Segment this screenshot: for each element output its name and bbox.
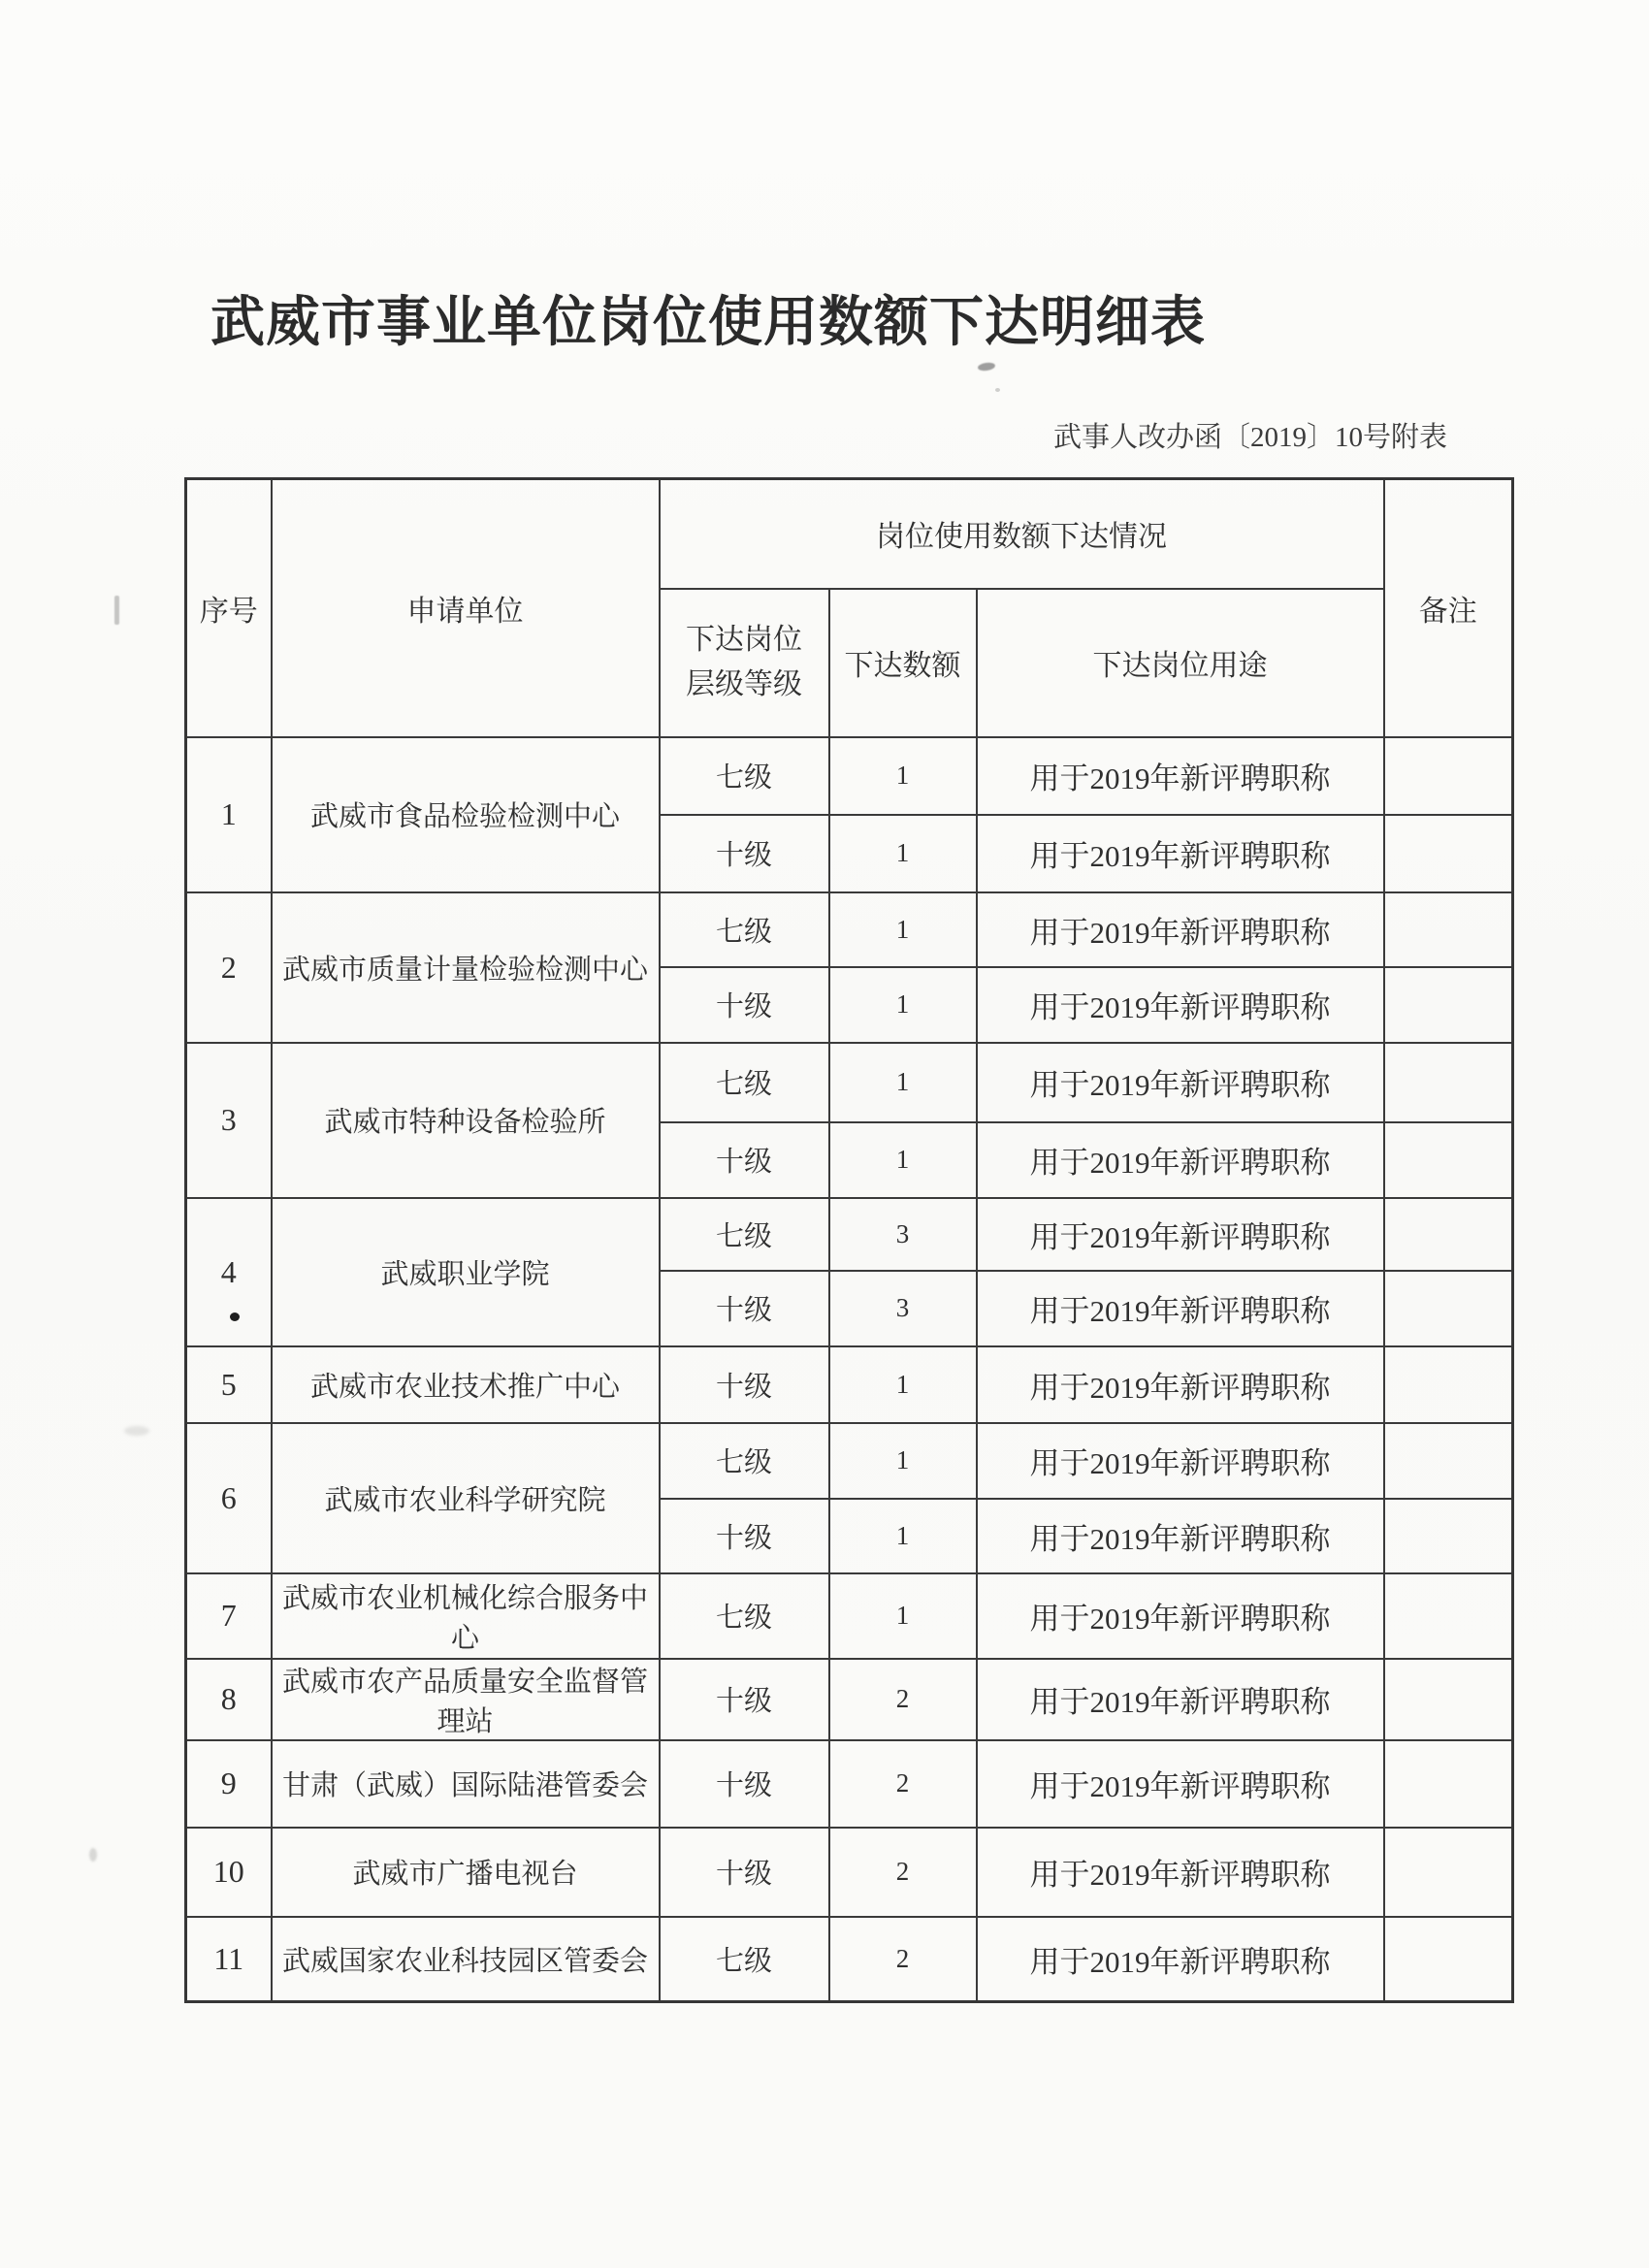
table-row <box>186 1043 1513 1122</box>
level-cell: 十级 <box>660 967 829 1043</box>
amount-cell: 1 <box>829 1573 977 1659</box>
amount-cell: 1 <box>829 1122 977 1198</box>
purpose-cell: 用于2019年新评聘职称 <box>977 1043 1384 1122</box>
row-seq: 6 <box>186 1423 272 1573</box>
remark-cell <box>1384 815 1513 892</box>
remark-cell <box>1384 1499 1513 1573</box>
table-row <box>186 1917 1513 2002</box>
amount-cell: 1 <box>829 815 977 892</box>
remark-cell <box>1384 1828 1513 1917</box>
row-unit: 武威市农业技术推广中心 <box>272 1346 660 1423</box>
purpose-cell: 用于2019年新评聘职称 <box>977 1917 1384 2002</box>
purpose-cell: 用于2019年新评聘职称 <box>977 1659 1384 1740</box>
purpose-cell: 用于2019年新评聘职称 <box>977 815 1384 892</box>
purpose-cell: 用于2019年新评聘职称 <box>977 892 1384 967</box>
level-cell: 十级 <box>660 1499 829 1573</box>
purpose-cell: 用于2019年新评聘职称 <box>977 1271 1384 1346</box>
amount-cell: 1 <box>829 967 977 1043</box>
row-unit: 武威职业学院 <box>272 1198 660 1346</box>
purpose-cell: 用于2019年新评聘职称 <box>977 967 1384 1043</box>
level-cell: 七级 <box>660 1198 829 1271</box>
purpose-cell: 用于2019年新评聘职称 <box>977 1198 1384 1271</box>
table-row <box>186 1740 1513 1828</box>
row-seq: 7 <box>186 1573 272 1659</box>
table-row <box>186 1423 1513 1499</box>
remark-cell <box>1384 1122 1513 1198</box>
amount-cell: 1 <box>829 892 977 967</box>
level-cell: 七级 <box>660 892 829 967</box>
header-unit: 申请单位 <box>272 479 660 737</box>
header-row-group <box>186 479 1513 589</box>
scan-smudge <box>124 1426 149 1436</box>
header-amount: 下达数额 <box>829 589 977 737</box>
level-cell: 十级 <box>660 1828 829 1917</box>
table-row <box>186 1828 1513 1917</box>
remark-cell <box>1384 1573 1513 1659</box>
amount-cell: 1 <box>829 1346 977 1423</box>
header-seq: 序号 <box>186 479 272 737</box>
row-unit: 武威市广播电视台 <box>272 1828 660 1917</box>
amount-cell: 1 <box>829 1043 977 1122</box>
purpose-cell: 用于2019年新评聘职称 <box>977 737 1384 815</box>
remark-cell <box>1384 1198 1513 1271</box>
level-cell: 十级 <box>660 1659 829 1740</box>
purpose-cell: 用于2019年新评聘职称 <box>977 1740 1384 1828</box>
table-row <box>186 1659 1513 1740</box>
scan-smudge <box>978 362 996 372</box>
level-cell: 十级 <box>660 1740 829 1828</box>
remark-cell <box>1384 1346 1513 1423</box>
scan-speck <box>995 388 1000 392</box>
level-cell: 七级 <box>660 737 829 815</box>
table-row <box>186 737 1513 815</box>
row-unit: 武威市农业科学研究院 <box>272 1423 660 1573</box>
level-cell: 十级 <box>660 1122 829 1198</box>
amount-cell: 1 <box>829 737 977 815</box>
row-seq: 11 <box>186 1917 272 2002</box>
amount-cell: 2 <box>829 1740 977 1828</box>
row-unit: 武威市特种设备检验所 <box>272 1043 660 1198</box>
row-unit: 武威市农产品质量安全监督管理站 <box>272 1659 660 1740</box>
remark-cell <box>1384 1917 1513 2002</box>
header-level: 下达岗位层级等级 <box>660 589 829 737</box>
level-cell: 七级 <box>660 1573 829 1659</box>
allocation-table <box>184 477 1514 2003</box>
remark-cell <box>1384 1740 1513 1828</box>
table-row <box>186 1198 1513 1271</box>
header-purpose: 下达岗位用途 <box>977 589 1384 737</box>
purpose-cell: 用于2019年新评聘职称 <box>977 1346 1384 1423</box>
row-seq: 4 <box>186 1198 272 1346</box>
row-seq: 2 <box>186 892 272 1043</box>
remark-cell <box>1384 737 1513 815</box>
table-row <box>186 1346 1513 1423</box>
level-cell: 七级 <box>660 1043 829 1122</box>
row-seq: 1 <box>186 737 272 892</box>
remark-cell <box>1384 1423 1513 1499</box>
table-row <box>186 892 1513 967</box>
amount-cell: 2 <box>829 1917 977 2002</box>
row-unit: 武威市食品检验检测中心 <box>272 737 660 892</box>
amount-cell: 3 <box>829 1271 977 1346</box>
table-row <box>186 1573 1513 1659</box>
amount-cell: 3 <box>829 1198 977 1271</box>
purpose-cell: 用于2019年新评聘职称 <box>977 1499 1384 1573</box>
header-remark: 备注 <box>1384 479 1513 737</box>
level-cell: 十级 <box>660 1346 829 1423</box>
purpose-cell: 用于2019年新评聘职称 <box>977 1122 1384 1198</box>
row-unit: 武威国家农业科技园区管委会 <box>272 1917 660 2002</box>
level-cell: 十级 <box>660 815 829 892</box>
scan-smudge <box>89 1848 97 1862</box>
level-cell: 七级 <box>660 1423 829 1499</box>
amount-cell: 1 <box>829 1499 977 1573</box>
scan-mark <box>114 596 119 625</box>
row-seq: 10 <box>186 1828 272 1917</box>
row-seq: 5 <box>186 1346 272 1423</box>
page-title: 武威市事业单位岗位使用数额下达明细表 <box>210 293 1206 353</box>
row-seq: 9 <box>186 1740 272 1828</box>
purpose-cell: 用于2019年新评聘职称 <box>977 1423 1384 1499</box>
remark-cell <box>1384 1043 1513 1122</box>
remark-cell <box>1384 967 1513 1043</box>
level-cell: 十级 <box>660 1271 829 1346</box>
row-unit: 甘肃（武威）国际陆港管委会 <box>272 1740 660 1828</box>
row-seq: 3 <box>186 1043 272 1198</box>
remark-cell <box>1384 892 1513 967</box>
remark-cell <box>1384 1271 1513 1346</box>
level-cell: 七级 <box>660 1917 829 2002</box>
remark-cell <box>1384 1659 1513 1740</box>
amount-cell: 2 <box>829 1828 977 1917</box>
amount-cell: 2 <box>829 1659 977 1740</box>
purpose-cell: 用于2019年新评聘职称 <box>977 1828 1384 1917</box>
amount-cell: 1 <box>829 1423 977 1499</box>
document-reference: 武事人改办函〔2019〕10号附表 <box>1052 422 1447 453</box>
row-seq: 8 <box>186 1659 272 1740</box>
purpose-cell: 用于2019年新评聘职称 <box>977 1573 1384 1659</box>
row-unit: 武威市质量计量检验检测中心 <box>272 892 660 1043</box>
row-unit: 武威市农业机械化综合服务中心 <box>272 1573 660 1659</box>
header-allocation-group: 岗位使用数额下达情况 <box>660 479 1384 589</box>
